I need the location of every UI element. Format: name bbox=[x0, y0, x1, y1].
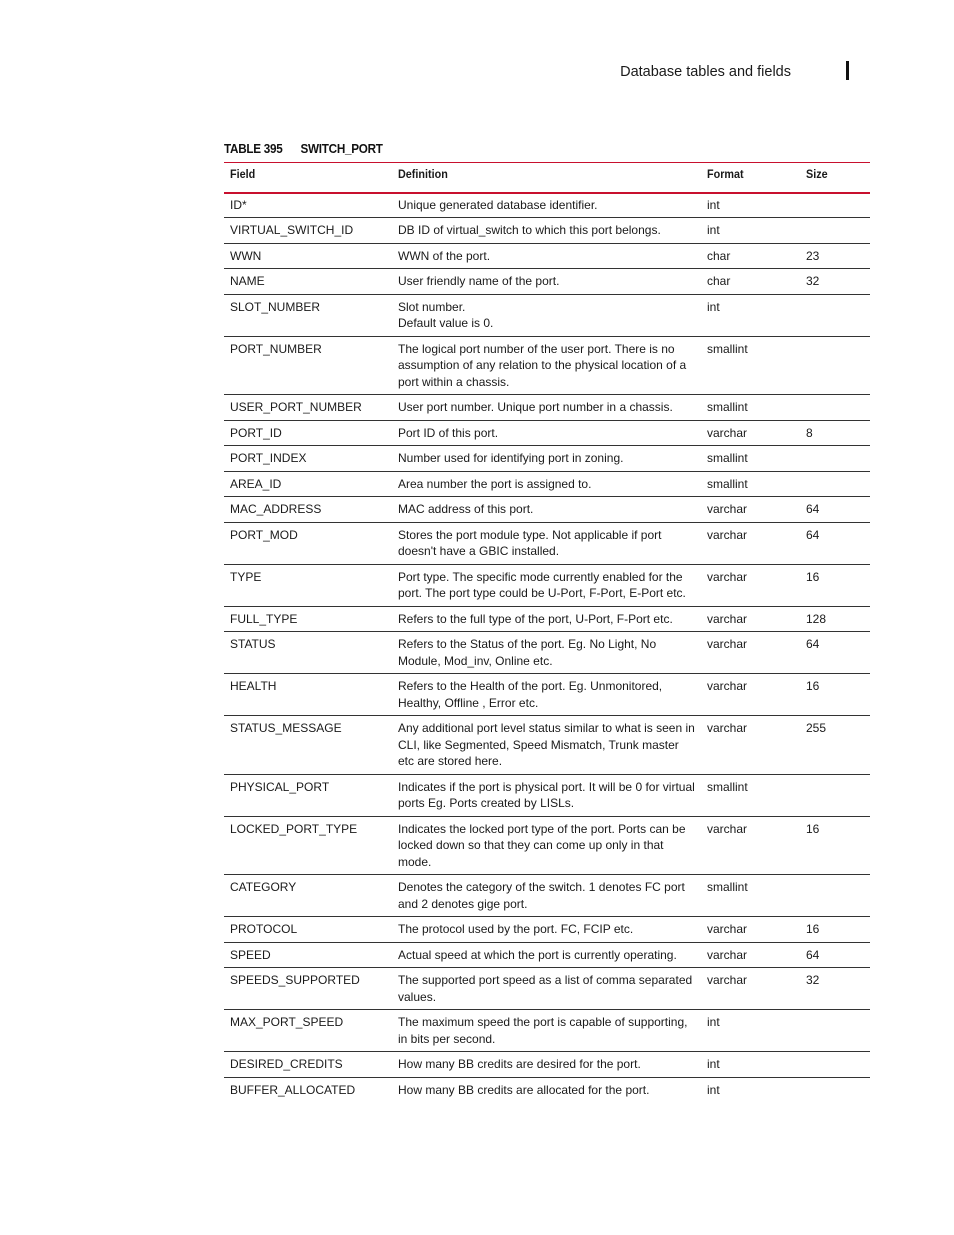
cell-format: int bbox=[707, 1082, 720, 1097]
cell-format: smallint bbox=[707, 476, 748, 491]
cell-definition bbox=[392, 968, 701, 1010]
cell-size: 16 bbox=[806, 679, 820, 693]
cell-format: int bbox=[707, 299, 720, 314]
table-row bbox=[224, 446, 870, 472]
table-row bbox=[224, 606, 870, 632]
table-caption-name: SWITCH_PORT bbox=[300, 141, 383, 156]
cell-size: 16 bbox=[806, 569, 820, 584]
definition-line: Stores the port module type. Not applicable if port doesn't have a GBIC installed. bbox=[398, 527, 662, 558]
column-header-format: Format bbox=[707, 167, 744, 181]
cell-size: 32 bbox=[806, 973, 820, 987]
cell-field: HEALTH bbox=[230, 679, 277, 693]
column-header-size: Size bbox=[806, 167, 828, 181]
cell-field: STATUS bbox=[230, 637, 276, 651]
cell-definition bbox=[392, 294, 701, 336]
cell-format: varchar bbox=[707, 821, 748, 836]
table-caption-number: TABLE 395 bbox=[224, 141, 283, 156]
cell-size bbox=[800, 193, 870, 218]
cell-field: AREA_ID bbox=[230, 476, 282, 491]
definition-line: The protocol used by the port. FC, FCIP etc. bbox=[398, 922, 634, 936]
table-row bbox=[224, 968, 870, 1010]
cell-format: int bbox=[707, 197, 720, 212]
definition-line: Default value is 0. bbox=[398, 316, 494, 330]
cell-size bbox=[800, 218, 870, 244]
table-row bbox=[224, 1052, 870, 1078]
cell-definition bbox=[392, 1077, 701, 1102]
cell-format: varchar bbox=[707, 721, 748, 735]
cell-definition bbox=[392, 243, 701, 269]
table-row bbox=[224, 420, 870, 446]
cell-field: PORT_INDEX bbox=[230, 451, 307, 465]
table-row bbox=[224, 1077, 870, 1102]
cell-definition bbox=[392, 942, 701, 968]
cell-definition bbox=[392, 606, 701, 632]
cell-format: smallint bbox=[707, 779, 748, 794]
cell-field: PORT_MOD bbox=[230, 527, 298, 542]
definition-line: User friendly name of the port. bbox=[398, 274, 560, 288]
cell-definition bbox=[392, 1010, 701, 1052]
cell-field: LOCKED_PORT_TYPE bbox=[230, 821, 358, 836]
definition-line: Refers to the full type of the port, U-Port, F-Port etc. bbox=[398, 611, 673, 626]
definition-line: Indicates if the port is physical port. It will be 0 for virtual ports Eg. Ports created by LISLs. bbox=[398, 779, 695, 810]
cell-definition bbox=[392, 395, 701, 421]
cell-format: smallint bbox=[707, 400, 748, 414]
definition-line: How many BB credits are allocated for the port. bbox=[398, 1082, 650, 1097]
cell-size: 64 bbox=[806, 947, 820, 962]
cell-format: smallint bbox=[707, 880, 748, 894]
table-row bbox=[224, 632, 870, 674]
cell-field: STATUS_MESSAGE bbox=[230, 721, 342, 735]
cell-definition bbox=[392, 716, 701, 775]
definition-line: Refers to the Health of the port. Eg. Unmonitored, Healthy, Offline , Error etc. bbox=[398, 679, 663, 710]
cell-definition bbox=[392, 674, 701, 716]
cell-field: SPEED bbox=[230, 947, 271, 962]
cell-format: varchar bbox=[707, 527, 748, 542]
cell-definition bbox=[392, 917, 701, 943]
cell-size: 64 bbox=[806, 502, 820, 516]
cell-format: varchar bbox=[707, 502, 748, 516]
definition-line: Unique generated database identifier. bbox=[398, 197, 598, 212]
cell-size: 8 bbox=[806, 425, 813, 440]
cell-format: varchar bbox=[707, 637, 748, 651]
definition-line: Actual speed at which the port is currently operating. bbox=[398, 947, 677, 962]
cell-field: CATEGORY bbox=[230, 880, 297, 894]
cell-size bbox=[800, 1052, 870, 1078]
table-row bbox=[224, 816, 870, 875]
definition-line: Port ID of this port. bbox=[398, 425, 499, 440]
table-row bbox=[224, 395, 870, 421]
cell-size bbox=[800, 471, 870, 497]
table-body bbox=[224, 193, 870, 1103]
definition-line: Number used for identifying port in zoning. bbox=[398, 451, 624, 465]
cell-size bbox=[800, 875, 870, 917]
column-header-definition: Definition bbox=[398, 167, 448, 181]
cell-format: varchar bbox=[707, 947, 748, 962]
cell-format: varchar bbox=[707, 569, 748, 584]
cell-size bbox=[800, 336, 870, 395]
table-caption bbox=[224, 141, 383, 156]
definition-line: Refers to the Status of the port. Eg. No Light, No Module, Mod_inv, Online etc. bbox=[398, 637, 657, 668]
cell-definition bbox=[392, 193, 701, 218]
cell-size: 16 bbox=[806, 821, 820, 836]
definition-line: The logical port number of the user port. There is no assumption of any relation to the physical location of a port within a chassis. bbox=[398, 341, 687, 389]
cell-field: MAC_ADDRESS bbox=[230, 502, 322, 516]
cell-definition bbox=[392, 269, 701, 295]
cell-field: DESIRED_CREDITS bbox=[230, 1057, 343, 1071]
table-row bbox=[224, 243, 870, 269]
cell-definition bbox=[392, 774, 701, 816]
definition-line: The supported port speed as a list of comma separated values. bbox=[398, 973, 693, 1004]
cell-definition bbox=[392, 471, 701, 497]
cell-size bbox=[800, 395, 870, 421]
definition-line: Port type. The specific mode currently enabled for the port. The port type could be U-Port, F-Port, E-Port etc. bbox=[398, 569, 686, 600]
cell-definition bbox=[392, 446, 701, 472]
cell-field: FULL_TYPE bbox=[230, 611, 298, 626]
cell-definition bbox=[392, 336, 701, 395]
definition-line: The maximum speed the port is capable of supporting, in bits per second. bbox=[398, 1015, 688, 1046]
cell-format: char bbox=[707, 248, 731, 263]
cell-definition bbox=[392, 816, 701, 875]
table-row bbox=[224, 471, 870, 497]
cell-definition bbox=[392, 497, 701, 523]
cell-definition bbox=[392, 218, 701, 244]
cell-format: varchar bbox=[707, 973, 748, 987]
cell-definition bbox=[392, 420, 701, 446]
cell-size: 32 bbox=[806, 274, 820, 288]
table-header-row bbox=[224, 163, 870, 193]
table-row bbox=[224, 716, 870, 775]
table-row bbox=[224, 564, 870, 606]
cell-size: 128 bbox=[806, 611, 827, 626]
cell-size: 16 bbox=[806, 922, 820, 936]
cell-format: char bbox=[707, 274, 731, 288]
table-row bbox=[224, 294, 870, 336]
table-row bbox=[224, 497, 870, 523]
table-row bbox=[224, 917, 870, 943]
cell-field: NAME bbox=[230, 274, 265, 288]
definition-line: Any additional port level status similar to what is seen in CLI, like Segmented, Speed Mismatch, Trunk master etc are stored here. bbox=[398, 721, 695, 768]
cell-size: 23 bbox=[806, 248, 820, 263]
cell-format: int bbox=[707, 1057, 720, 1071]
cell-size bbox=[800, 1077, 870, 1102]
definition-line: DB ID of virtual_switch to which this port belongs. bbox=[398, 223, 661, 237]
table-row bbox=[224, 875, 870, 917]
definition-line: User port number. Unique port number in a chassis. bbox=[398, 400, 673, 414]
cell-size bbox=[800, 774, 870, 816]
cell-size bbox=[800, 446, 870, 472]
cell-definition bbox=[392, 564, 701, 606]
table-row bbox=[224, 269, 870, 295]
cell-format: smallint bbox=[707, 341, 748, 356]
cell-field: SLOT_NUMBER bbox=[230, 299, 321, 314]
cell-format: varchar bbox=[707, 679, 748, 693]
cell-definition bbox=[392, 875, 701, 917]
cell-size: 64 bbox=[806, 637, 820, 651]
table-row bbox=[224, 774, 870, 816]
cell-format: varchar bbox=[707, 611, 748, 626]
table-row bbox=[224, 218, 870, 244]
cell-size bbox=[800, 294, 870, 336]
table-row bbox=[224, 942, 870, 968]
definition-line: Indicates the locked port type of the port. Ports can be locked down so that they can come up only in that mode. bbox=[398, 821, 686, 869]
table-row bbox=[224, 522, 870, 564]
cell-field: PORT_ID bbox=[230, 425, 282, 440]
cell-field: MAX_PORT_SPEED bbox=[230, 1015, 344, 1029]
cell-field: TYPE bbox=[230, 569, 262, 584]
definition-line: WWN of the port. bbox=[398, 248, 491, 263]
definition-line: MAC address of this port. bbox=[398, 502, 534, 516]
header-marker-bar bbox=[846, 61, 849, 80]
running-header-title: Database tables and fields bbox=[620, 64, 791, 80]
cell-definition bbox=[392, 1052, 701, 1078]
cell-definition bbox=[392, 632, 701, 674]
cell-field: USER_PORT_NUMBER bbox=[230, 400, 362, 414]
cell-field: ID* bbox=[230, 197, 247, 212]
definition-line: Area number the port is assigned to. bbox=[398, 476, 592, 491]
cell-format: varchar bbox=[707, 425, 748, 440]
cell-format: int bbox=[707, 1015, 720, 1029]
table-row bbox=[224, 193, 870, 218]
definition-line: Denotes the category of the switch. 1 denotes FC port and 2 denotes gige port. bbox=[398, 880, 685, 911]
cell-field: VIRTUAL_SWITCH_ID bbox=[230, 223, 354, 237]
cell-field: PROTOCOL bbox=[230, 922, 298, 936]
cell-field: PORT_NUMBER bbox=[230, 341, 322, 356]
table-row bbox=[224, 674, 870, 716]
cell-format: varchar bbox=[707, 922, 748, 936]
cell-field: SPEEDS_SUPPORTED bbox=[230, 973, 360, 987]
cell-size: 64 bbox=[806, 527, 820, 542]
column-header-field: Field bbox=[230, 167, 256, 181]
definition-line: Slot number. bbox=[398, 299, 466, 314]
table-row bbox=[224, 1010, 870, 1052]
cell-field: BUFFER_ALLOCATED bbox=[230, 1082, 356, 1097]
cell-definition bbox=[392, 522, 701, 564]
cell-field: WWN bbox=[230, 248, 262, 263]
cell-size bbox=[800, 1010, 870, 1052]
cell-size: 255 bbox=[806, 721, 827, 735]
table-row bbox=[224, 336, 870, 395]
cell-format: int bbox=[707, 223, 720, 237]
definition-line: How many BB credits are desired for the port. bbox=[398, 1057, 641, 1071]
cell-field: PHYSICAL_PORT bbox=[230, 779, 330, 794]
cell-format: smallint bbox=[707, 451, 748, 465]
switch-port-table bbox=[224, 162, 870, 1102]
